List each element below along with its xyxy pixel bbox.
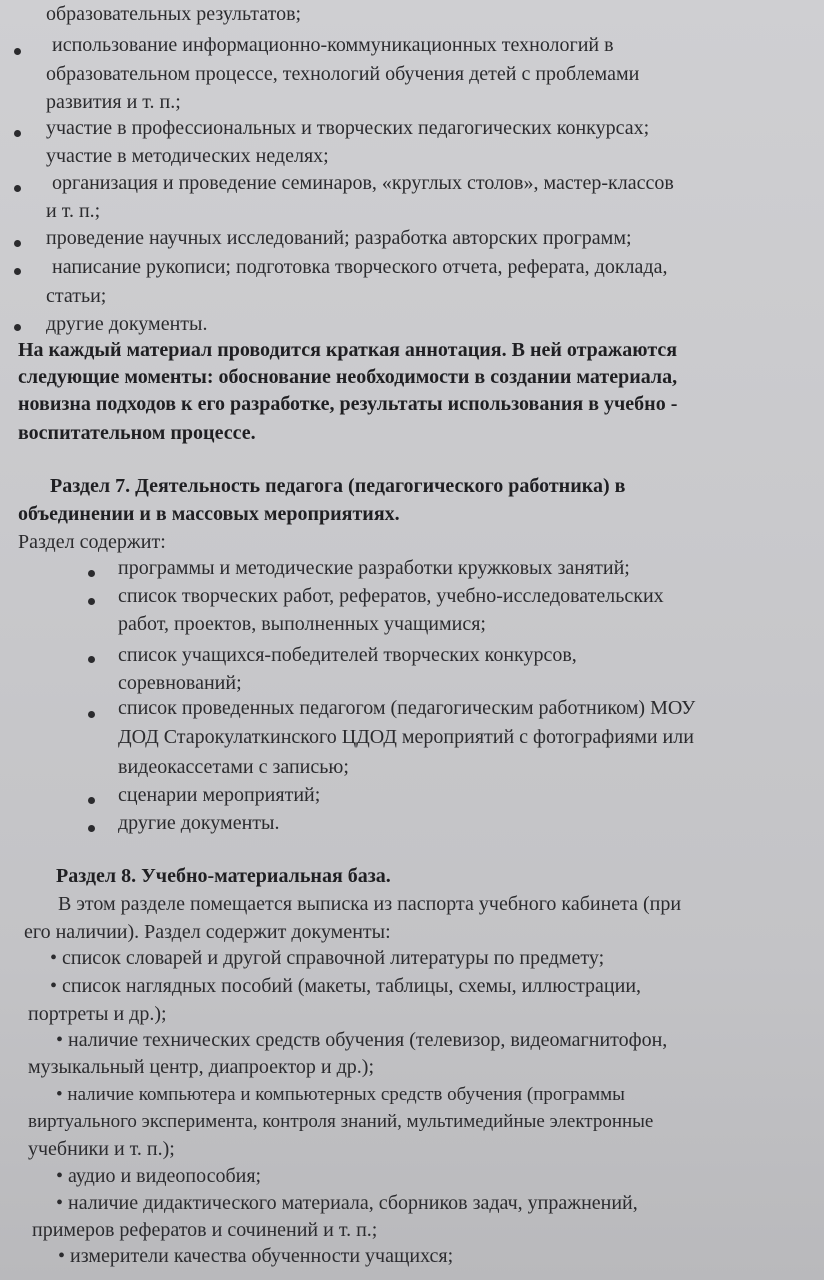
- section-7-heading: Раздел 7. Деятельность педагога (педагогического работника) в: [50, 475, 626, 497]
- bullet-icon: [88, 570, 95, 577]
- bullet-icon: [88, 797, 95, 804]
- list-item-text: работ, проектов, выполненных учащимися;: [118, 613, 486, 635]
- list-item-text: • наличие технических средств обучения (телевизор, видеомагнитофон,: [56, 1029, 668, 1051]
- list-item-text: учебники и т. п.);: [28, 1138, 175, 1160]
- bullet-icon: [14, 268, 21, 275]
- annotation-text: воспитательном процессе.: [18, 422, 256, 444]
- list-item-text: виртуального эксперимента, контроля знаний, мультимедийные электронные: [28, 1111, 654, 1132]
- list-item-text: видеокассетами с записью;: [118, 756, 349, 778]
- section-7-heading: объединении и в массовых мероприятиях.: [18, 503, 400, 525]
- list-item-text: музыкальный центр, диапроектор и др.);: [28, 1056, 375, 1078]
- section-8-heading: Раздел 8. Учебно-материальная база.: [56, 865, 391, 887]
- list-item-text: развития и т. п.;: [46, 91, 181, 113]
- bullet-icon: [14, 240, 21, 247]
- list-item-text: другие документы.: [46, 313, 208, 335]
- list-item-text: организация и проведение семинаров, «круглых столов», мастер-классов: [52, 172, 674, 194]
- bullet-icon: [14, 324, 21, 331]
- list-item-text: написание рукописи; подготовка творческого отчета, реферата, доклада,: [52, 256, 668, 278]
- list-item-text: • измерители качества обученности учащихся;: [58, 1245, 454, 1267]
- list-item-text: образовательном процессе, технологий обучения детей с проблемами: [46, 63, 640, 85]
- list-item-text: участие в профессиональных и творческих педагогических конкурсах;: [46, 117, 650, 139]
- list-item-text: сценарии мероприятий;: [118, 784, 321, 806]
- list-item-text: использование информационно-коммуникационных технологий в: [52, 34, 614, 56]
- list-item-text: примеров рефератов и сочинений и т. п.;: [32, 1219, 378, 1241]
- list-item-text: другие документы.: [118, 812, 280, 834]
- list-item-text: список учащихся-победителей творческих конкурсов,: [118, 644, 577, 666]
- section-intro: В этом разделе помещается выписка из паспорта учебного кабинета (при: [58, 893, 682, 915]
- list-item-text: • список наглядных пособий (макеты, таблицы, схемы, иллюстрации,: [50, 975, 642, 997]
- list-item-text: список творческих работ, рефератов, учебно-исследовательских: [118, 585, 664, 607]
- list-item-text: участие в методических неделях;: [46, 145, 329, 167]
- annotation-text: На каждый материал проводится краткая аннотация. В ней отражаются: [18, 339, 678, 361]
- list-item-text: соревнований;: [118, 672, 242, 694]
- bullet-icon: [14, 130, 21, 137]
- section-intro: Раздел содержит:: [18, 531, 166, 553]
- list-item-text: портреты и др.);: [28, 1003, 167, 1025]
- list-item-text: статьи;: [46, 285, 107, 307]
- bullet-icon: [88, 711, 95, 718]
- list-item-text: • список словарей и другой справочной литературы по предмету;: [50, 947, 605, 969]
- list-item-text: • наличие компьютера и компьютерных средств обучения (программы: [56, 1084, 625, 1105]
- list-item-text: проведение научных исследований; разработка авторских программ;: [46, 227, 632, 249]
- annotation-text: следующие моменты: обоснование необходимости в создании материала,: [18, 366, 678, 388]
- list-item-text: и т. п.;: [46, 200, 101, 222]
- bullet-icon: [14, 48, 21, 55]
- bullet-icon: [88, 598, 95, 605]
- list-item-text: ДОД Старокулаткинского ЦДОД мероприятий с фотографиями или: [118, 726, 694, 748]
- list-item-text: • наличие дидактического материала, сборников задач, упражнений,: [56, 1192, 638, 1214]
- list-item-text: образовательных результатов;: [46, 3, 302, 25]
- list-item-text: список проведенных педагогом (педагогическим работником) МОУ: [118, 697, 696, 719]
- bullet-icon: [14, 185, 21, 192]
- section-intro: его наличии). Раздел содержит документы:: [24, 921, 391, 943]
- list-item-text: • аудио и видеопособия;: [56, 1165, 262, 1187]
- bullet-icon: [88, 656, 95, 663]
- list-item-text: программы и методические разработки кружковых занятий;: [118, 557, 630, 579]
- bullet-icon: [88, 825, 95, 832]
- annotation-text: новизна подходов к его разработке, результаты использования в учебно -: [18, 393, 678, 415]
